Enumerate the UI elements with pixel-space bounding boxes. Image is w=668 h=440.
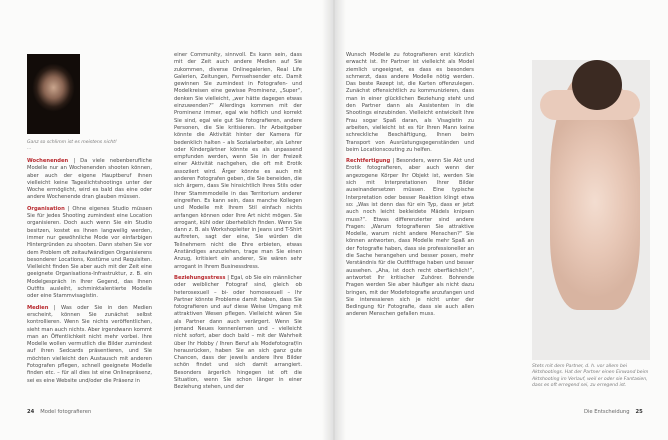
- page-number: 25: [635, 409, 643, 415]
- left-column-2: [174, 52, 302, 396]
- left-folio: [27, 409, 91, 415]
- section-heading: Beziehungsstress: [174, 274, 226, 281]
- paragraph: Organisation | Ohne eigenes Studio müssen Sie für jedes Shooting zumindest eine Location organisieren. Doch auch wenn Sie ein Studio besitzen, kostet es Ihnen langweilig werden, immer nur gewöhnliche Mode vor einfarbigen Hintergründen zu shooten. Dann stehen Sie vor dem Problem oft zeitaufwändigen Organisierens besonderer Locations, Kostüme und Requisiten. Vielleicht finden Sie aber auch mit der Zeit eine geeignete Organisations-Infrastruktur, z. B. ein Modelgespräch in Ihrer Gegend, das Ihnen Outfits ausleiht, schminktalentierte Modelle oder eine Stammvisagistin.: [27, 205, 152, 300]
- paragraph: Wochenenden | Da viele nebenberufliche Modelle nur an Wochenenden shooten können, aber auch der eigene Hauptberuf ihnen vielleicht keine Tageslichtshootings unter der Woche ermöglicht, wird es bald das eine oder andere Wochenende dran glauben müssen.: [27, 158, 153, 201]
- nude-figure-photo: [532, 60, 650, 360]
- running-title: Die Entscheidung: [584, 409, 630, 415]
- right-folio: [584, 409, 643, 415]
- paragraph: Rechtfertigung | Besonders, wenn Sie Akt und Erotik fotografieren, aber auch wenn der angezogene Körper Ihr Objekt ist, werden Sie sich mit Interpretationen Ihrer Bilder auseinandersetzen müssen. Eine typische Interpretation oder besser Reaktion klingt etwa so: „Was ist denn das für ein Typ, dass er jetzt auch noch leicht bekleidete Mädels knipsen muss?“. Etwas differenzierter sind andere Fragen: „Warum fotografieren Sie attraktive Modelle, warum nicht andere Menschen?“ Sie können antworten, dass Modelle mehr Spaß an der Fotografie haben, dass sie professioneller an die Sache herangehen und besser posen, mehr Verständnis für die Outfitfrage haben und besser aussehen. „Aha, ist doch recht oberflächlich!“, antwortet Ihr kritischer Zuhörer. Bohrende Fragen werden Sie aber häufiger als nicht dazu bringen, mit der Modefotografie anzufangen und Sie interessieren sich je nicht unter der Bedingung für Fotografie, dass sie auch allen anderen Menschen gefallen muss.: [346, 158, 474, 318]
- section-heading: Wochenenden: [27, 158, 69, 164]
- page-number: 24: [27, 409, 35, 415]
- paragraph: Beziehungsstress | Egal, ob Sie ein männlicher oder weiblicher Fotograf sind, gleich ob heterosexuell – bi- oder homosexuell – Ihr Partner könnte Probleme damit haben, dass Sie fotografieren und auf diese Weise Umgang mit attraktiven Wesen pflegen. Vielleicht wären Sie als Partner dann auch verärgert. Wenn Sie jemand Neues kennenlernen und – vielleicht nicht sofort, aber doch bald – mit der Wahrheit über Ihr Hobby / Ihren Beruf als Modefotograf/in herausrücken, haben Sie an sich ganz gute Chancen, dass der jeweils andere Ihre Bilder schön findet und sich damit arrangiert. Besonders ärgerlich hingegen ist oft die Situation, wenn Sie schon länger in einer Beziehung stehen, und der: [174, 274, 302, 391]
- paragraph: Wunsch Modelle zu fotografieren erst kürzlich erwacht ist. Ihr Partner ist vielleicht als Model ziemlich ungeeignet, es dass es besonders schmerzt, dass andere Modelle nötig werden. Das beste Rezept ist, die Karten offenzulegen. Zunächst offensichtlich zu kommunizieren, dass man in einer glücklichen Beziehung steht und den Partner dann als Assistenten in die Shootings einzubinden. Vielleicht entwickelt Ihre Frau sogar Spaß daran, als Visagistin zu arbeiten, vielleicht ist es für Ihren Mann keine schreckliche Beschäftigung, Ihnen beim Transport von Ausrüstungsgegenständen und beim Locationscouting zu helfen.: [346, 52, 474, 153]
- right-column-1: [346, 52, 474, 323]
- portrait-photo: [27, 54, 80, 134]
- right-photo-caption: Stets mit dem Partner, d. h. vor allem bei Aktshootings. Hat der Partner einen Einwand beim Aktshooting im Verlauf, weil er oder sie Fantasien, dass es oft erregend sei, zu erregend ist.: [532, 364, 649, 388]
- paragraph: einer Community, sinnvoll. Es kann sein, dass mit der Zeit auch andere Medien auf Sie zukommen, diverse Onlinegalerien, Real Life Galerien, Zeitungen, Fernsehsender etc. Damit gewinnen Sie zumindest in Fotografen- und Modelkreisen eine gewisse Prominenz, „Super“, denken Sie vielleicht, „wer hätte dagegen etwas einzuwenden?“ Allerdings kommen mit der Prominenz immer, egal wie höflich und korrekt Sie sind, egal wie gut Sie fotografieren, andere Personen, die Sie kritisieren. Ihr Arbeitgeber könnte die Aktivität hinter der Kamera für bedenklich halten – als Sozialarbeiter, als Lehrer oder Kindergärtner könnte es als unpassend empfunden werden, wenn Sie in der Freizeit einer Aktivität nachgehen, die oft mit Erotik assoziiert wird. Ärger könnte es auch mit anderen Fotografen geben, die Sie beneiden, die sich ärgern, dass Sie hinsichtlich Ihres Stils oder Ihrer Stammmodelle in das Territorium anderer eingreifen. Es kann sein, dass manche Kollegen und Modelle mit Ihrem Stil einfach nichts anfangen können oder Ihre Art nicht mögen. Sie arrogant, kühl oder überheblich finden. Wenn Sie dann z. B. als Workshopleiter in Jeans und T-Shirt auftreten, sagt der eine, Sie würden die Teilnehmern nicht die Ehre erbieten, etwas Anständiges anzuziehen, trage man Sie einen Anzug, kritisiert ein anderer, Sie wären sehr arrogant in Ihrem Businessdress.: [174, 52, 302, 270]
- section-heading: Medien: [27, 304, 49, 311]
- running-title: Model fotografieren: [40, 409, 92, 415]
- section-heading: Organisation: [27, 205, 65, 212]
- paragraph: Medien | Was oder Sie in den Medien erscheint, können Sie zunächst selbst kontrollieren. Wenn Sie nichts veröffentlichen, sieht man auch nichts. Aber irgendwann kommt man an Öffentlichkeit nicht mehr vorbei. Ihre Modelle wollen vermutlich die Bilder zumindest auf ihren Sedcards präsentieren, und Sie möchten vielleicht den Austausch mit anderen Fotografen pflegen, schnell geeignete Modelle finden etc. – für all dies ist eine Onlinepräsenz, sei es eine Website und/oder die Präsenz in: [27, 304, 153, 384]
- left-column-1: [27, 158, 152, 389]
- section-heading: Rechtfertigung: [346, 158, 391, 165]
- left-photo-caption: Ganz so schlimm ist es meistens nicht! ...: [27, 140, 117, 152]
